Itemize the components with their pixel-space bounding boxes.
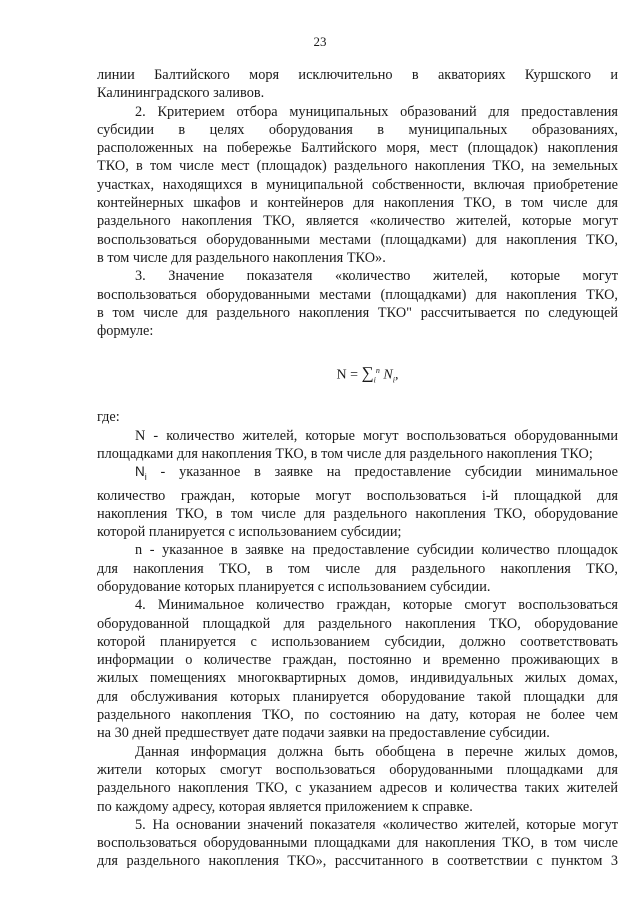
paragraph-basis [97, 816, 618, 871]
text-line: 2. Критерием отбора муниципальных образований для предоставления [135, 103, 618, 120]
text-line: 3. Значение показателя «количество жителей, которые могут [135, 268, 618, 285]
paragraph-indicator [97, 267, 618, 340]
text-line: раздельного накопления ТКО, по состоянию на дату, которая не более чем [97, 707, 618, 724]
text-line: жилых помещениях многоквартирных домов, индивидуальных жилых домах, [97, 670, 618, 687]
sum-upper-index: n [375, 366, 380, 376]
text-line: участках, находящихся в муниципальной собственности, включая приобретение [97, 176, 618, 193]
text-line: 4. Минимальное количество граждан, которые смогут воспользоваться [135, 597, 618, 614]
text-line: по каждому адресу, которая является приложением к справке. [97, 798, 473, 815]
text-line: оборудование которых планируется с использованием субсидии. [97, 578, 491, 595]
page-number: 23 [313, 34, 327, 49]
text-line: накопления ТКО, в том числе для раздельного накопления ТКО, оборудование [97, 505, 618, 522]
paragraph-minimum-citizens [97, 596, 618, 742]
text-line: контейнерных шкафов и контейнеров для накопления ТКО, в том числе для [97, 195, 618, 212]
text-line: Калининградского заливов. [97, 85, 265, 102]
text-line: которой планируется с использованием субсидии, должно соответствовать [97, 633, 618, 650]
text-line: количество граждан, которые могут воспользоваться i-й площадкой для [97, 487, 618, 504]
text-line: воспользоваться оборудованными местами (площадками) для накопления ТКО, [97, 286, 618, 303]
document-body [97, 66, 618, 871]
text-line: Данная информация должна быть обобщена в перечне жилых домов, [135, 743, 618, 760]
text-line: в том числе для раздельного накопления ТКО" рассчитывается по следующей [97, 304, 618, 321]
sum-lower-index: i [373, 375, 376, 385]
text-line: воспользоваться оборудованными площадками для накопления ТКО, в том числе [97, 835, 618, 852]
paragraph-information [97, 743, 618, 816]
text-line: ТКО, в том числе мест (площадок) раздельного накопления ТКО, на земельных [97, 158, 618, 175]
text-line: $N_i$ - указанное в заявке на предоставление субсидии минимальное [135, 464, 618, 483]
text-line: площадками для накопления ТКО, в том числе для раздельного накопления ТКО; [97, 446, 593, 463]
ni-symbol-index: i [144, 472, 147, 483]
text-line: n - указанное в заявке на предоставление субсидии количество площадок [135, 542, 618, 559]
text-line: на 30 дней предшествует дате подачи заявки на предоставление субсидии. [97, 725, 550, 742]
formula-term-index: i [392, 375, 395, 385]
formula-comma: , [394, 368, 399, 384]
text-line: N - количество жителей, которые могут воспользоваться оборудованными [135, 427, 618, 444]
text-line: формуле: [97, 323, 154, 340]
text-line: оборудованной площадкой для раздельного накопления ТКО, оборудование [97, 615, 618, 632]
text-line: которой планируется с использованием субсидии; [97, 524, 402, 541]
where-label: где: [97, 409, 120, 426]
text-line: субсидии в целях оборудования в муниципальных образованиях, [97, 121, 618, 138]
sum-symbol: ∑ [361, 364, 374, 384]
text-line: жители которых смогут воспользоваться оборудованными площадками для [97, 761, 618, 778]
text-line: информации о количестве граждан, постоянно и временно проживающих в [97, 652, 618, 669]
text-line: в том числе для раздельного накопления ТКО». [97, 249, 386, 266]
definition-ni [97, 463, 618, 541]
formula-term: N [383, 368, 393, 384]
text-line: для обслуживания которых планируется оборудование такой площадки для [97, 688, 618, 705]
formula-lhs: N [336, 368, 347, 384]
text-line: 5. На основании значений показателя «количество жителей, которые могут [135, 816, 618, 833]
text-line: воспользоваться оборудованными местами (площадками) для накопления ТКО, [97, 231, 618, 248]
text-line: для раздельного накопления ТКО», рассчитанного в соответствии с пунктом 3 [97, 853, 618, 870]
text-line: линии Балтийского моря исключительно в акваториях Куршского и [97, 67, 618, 83]
ni-symbol: N [135, 464, 145, 480]
text-line: для накопления ТКО, в том числе для раздельного накопления ТКО, [97, 560, 618, 577]
formula-equals: = [350, 368, 359, 384]
text-line: расположенных на побережье Балтийского моря, мест (площадок) накопления [97, 140, 618, 157]
text-line: раздельного накопления ТКО, с указанием адресов и количества таких жителей [97, 780, 618, 797]
formula [117, 360, 618, 385]
definition-n-count [97, 541, 618, 596]
paragraph-continuation [97, 66, 618, 103]
text-line: раздельного накопления ТКО, является «количество жителей, которые могут [97, 213, 618, 230]
definition-n-total [97, 427, 618, 464]
paragraph-criterion [97, 103, 618, 268]
